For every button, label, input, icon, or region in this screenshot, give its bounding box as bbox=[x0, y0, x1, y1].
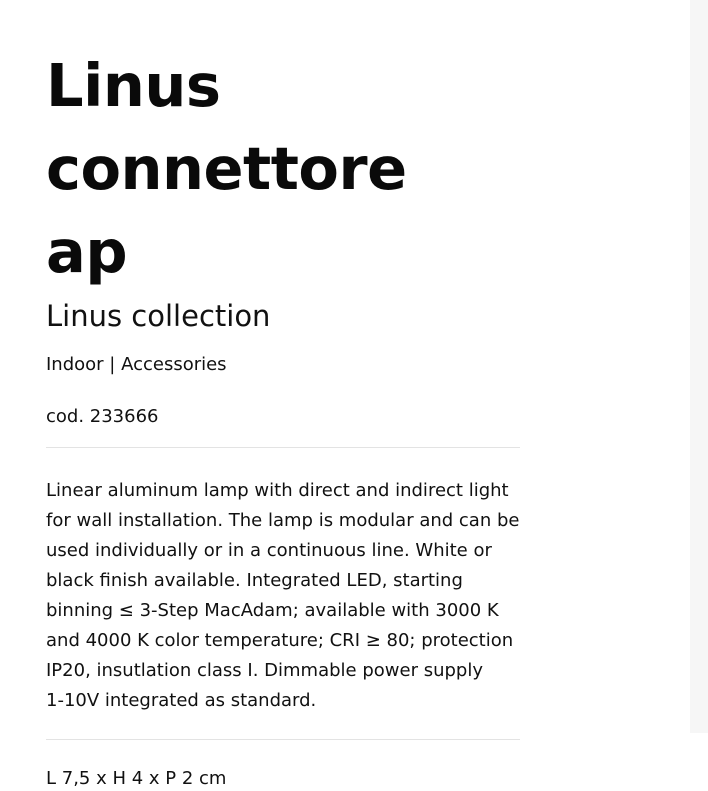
product-code: cod. 233666 bbox=[46, 406, 159, 427]
product-title-line-1: Linus connettore bbox=[46, 51, 407, 203]
description-line-7: IP20, insutlation class I. Dimmable power supply bbox=[46, 660, 483, 681]
product-title-line-2: ap bbox=[46, 217, 128, 286]
description-line-5: binning ≤ 3-Step MacAdam; available with 3000 K bbox=[46, 600, 499, 621]
collection-name: Linus collection bbox=[46, 299, 271, 333]
description-line-8: 1-10V integrated as standard. bbox=[46, 690, 317, 711]
description-line-1: Linear aluminum lamp with direct and indirect light bbox=[46, 480, 509, 501]
product-description bbox=[46, 476, 520, 716]
product-details bbox=[46, 44, 520, 791]
description-line-3: used individually or in a continuous line. White or bbox=[46, 540, 492, 561]
divider-bottom bbox=[46, 739, 520, 740]
product-title bbox=[46, 44, 520, 293]
page-edge-strip bbox=[690, 0, 708, 733]
product-dimensions: L 7,5 x H 4 x P 2 cm bbox=[46, 768, 227, 789]
divider-top bbox=[46, 447, 520, 448]
description-line-4: black finish available. Integrated LED, starting bbox=[46, 570, 463, 591]
description-line-6: and 4000 K color temperature; CRI ≥ 80; protection bbox=[46, 630, 514, 651]
description-line-2: for wall installation. The lamp is modular and can be bbox=[46, 510, 520, 531]
product-category: Indoor | Accessories bbox=[46, 354, 227, 375]
